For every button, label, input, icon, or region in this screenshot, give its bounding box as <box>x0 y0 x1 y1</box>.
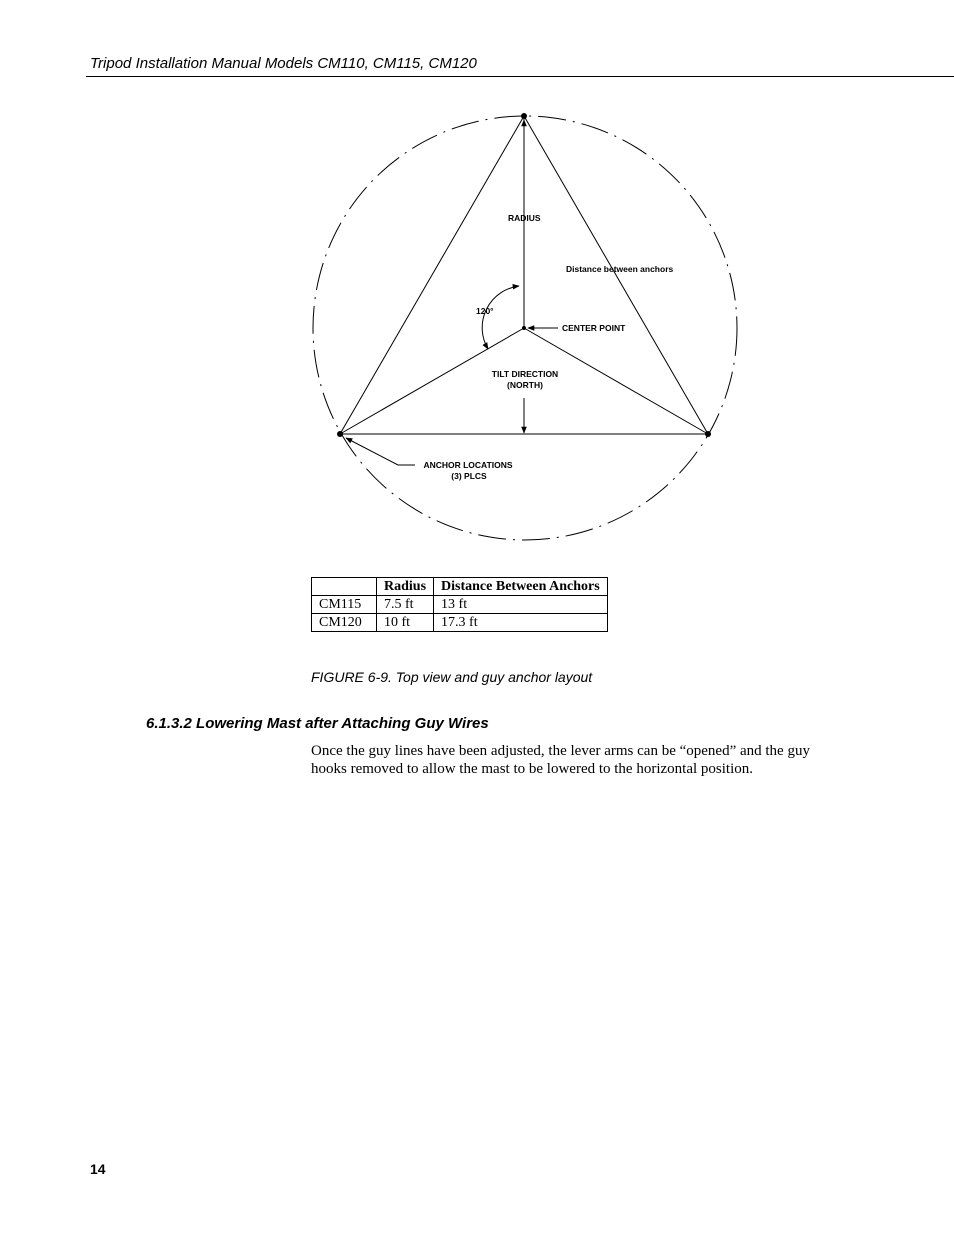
table-cell: CM120 <box>312 614 377 632</box>
center-to-left-anchor <box>340 328 524 434</box>
table-header-cell: Radius <box>377 578 434 596</box>
table-cell: 17.3 ft <box>434 614 608 632</box>
table-header-row <box>312 578 608 596</box>
section-body: Once the guy lines have been adjusted, the lever arms can be “opened” and the guy hooks removed to allow the mast to be lowered to the horizontal position. <box>311 743 810 777</box>
anchor-spec-table <box>311 577 608 632</box>
anchor-layout-diagram <box>300 100 750 550</box>
center-point-label: CENTER POINT <box>562 323 626 333</box>
center-to-right-anchor <box>524 328 708 434</box>
table-header-cell: Distance Between Anchors <box>434 578 608 596</box>
angle-arc <box>482 286 519 349</box>
anchor-count-label: (3) PLCS <box>451 471 487 481</box>
tilt-direction-label: TILT DIRECTION <box>491 369 559 379</box>
angle-label: 120° <box>476 306 494 316</box>
table-cell: 13 ft <box>434 596 608 614</box>
table-header-cell <box>312 578 377 596</box>
table-cell: 7.5 ft <box>377 596 434 614</box>
anchor-point-top <box>521 113 527 119</box>
table-cell: CM115 <box>312 596 377 614</box>
anchor-point-right <box>705 431 711 437</box>
radius-label: RADIUS <box>508 213 541 223</box>
anchor-locations-label: ANCHOR LOCATIONS <box>423 460 513 470</box>
table-row <box>312 596 608 614</box>
distance-label: Distance between anchors <box>566 264 674 274</box>
anchor-point-left <box>337 431 343 437</box>
running-header-title: Tripod Installation Manual Models CM110, CM115, CM120 <box>90 55 477 72</box>
section-heading: 6.1.3.2 Lowering Mast after Attaching Guy Wires <box>146 715 489 732</box>
tilt-direction-sub-label: (NORTH) <box>507 380 543 390</box>
figure-caption: FIGURE 6-9. Top view and guy anchor layout <box>311 669 593 685</box>
header-rule <box>86 76 954 77</box>
table-row <box>312 614 608 632</box>
anchor-leader <box>346 438 415 465</box>
table-cell: 10 ft <box>377 614 434 632</box>
page-number: 14 <box>90 1161 106 1177</box>
center-point <box>522 326 526 330</box>
